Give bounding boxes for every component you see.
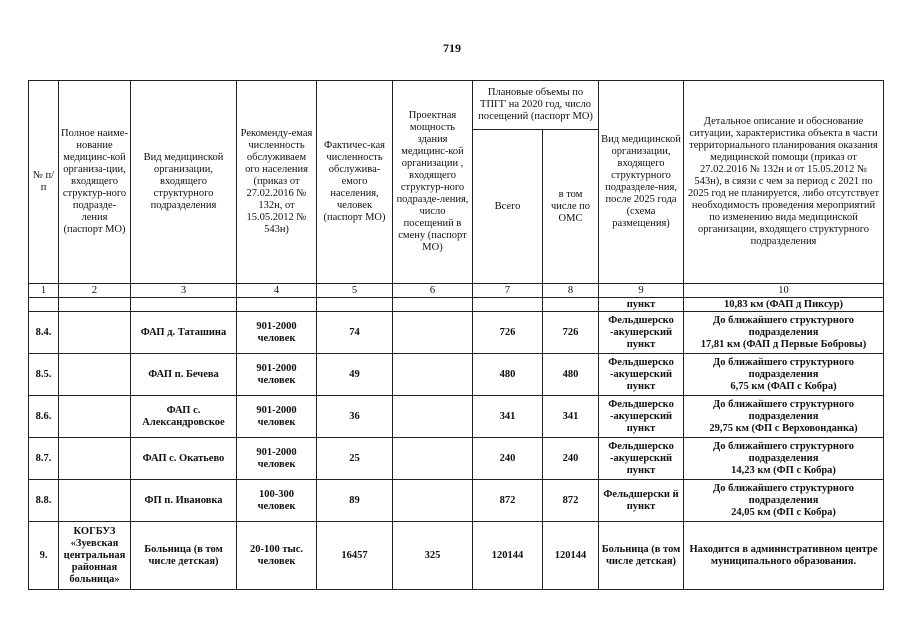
header-planned-volumes: Плановые объемы по ТПГГ на 2020 год, число посещений (паспорт МО) xyxy=(473,81,599,130)
column-number: 4 xyxy=(237,284,317,298)
table-row: 9. КОГБУЗ «Зуевская центральная районная больница» Больница (в том числе детская) 20-100 тыс. человек 16457 325 120144 120144 Больница (в том числе детская) Находится в административном центре муниципального образования. xyxy=(29,522,884,590)
header-recommended: Рекоменду-емая численность обслуживаем ого населения (приказ от 27.02.2016 № 132н, от 15.05.2012 № 543н) xyxy=(237,81,317,284)
header-type-after-2025: Вид медицинской организации, входящего структурного подразделе-ния, после 2025 года (схема размещения) xyxy=(599,81,684,284)
column-number: 5 xyxy=(317,284,393,298)
header-description: Детальное описание и обоснование ситуации, характеристика объекта в части территориального планирования оказания медицинской помощи (приказ от 27.02.2016 № 132н и от 15.05.2012 № 543н), в связи с чем за период с 2021 по 2025 год не планируется, либо отсутствует необходимость проведения мероприятий по изменению вида медицинской организации, входящего структурного подразделения xyxy=(684,81,884,284)
header-org-name: Полное наиме-нование медицинс-кой организа-ции, входящего структур-ного подразде-ления (паспорт МО) xyxy=(59,81,131,284)
carry-over-row xyxy=(29,298,884,312)
facilities-table xyxy=(28,80,884,590)
column-number: 6 xyxy=(393,284,473,298)
carry-description: 10,83 км (ФАП д Пиксур) xyxy=(684,298,884,312)
header-total: Всего xyxy=(473,130,543,284)
carry-type: пункт xyxy=(599,298,684,312)
column-number: 3 xyxy=(131,284,237,298)
table-row: 8.4. ФАП д. Таташина 901-2000 человек 74 726 726 Фельдшерско -акушерский пункт До ближайшего структурного подразделения 17,81 км (ФАП д Первые Бобровы) xyxy=(29,312,884,354)
header-actual: Фактичес-кая численность обслужива-емого населения, человек (паспорт МО) xyxy=(317,81,393,284)
column-number: 8 xyxy=(543,284,599,298)
header-capacity: Проектная мощность здания медицинс-кой организации , входящего структур-ного подразде-ления, число посещений в смену (паспорт МО) xyxy=(393,81,473,284)
header-oms: в том числе по ОМС xyxy=(543,130,599,284)
column-number: 1 xyxy=(29,284,59,298)
page-number: 719 xyxy=(443,41,461,55)
header-num: № п/п xyxy=(29,81,59,284)
column-number: 10 xyxy=(684,284,884,298)
table-row: 8.7. ФАП с. Окатьево 901-2000 человек 25 240 240 Фельдшерско -акушерский пункт До ближайшего структурного подразделения 14,23 км (ФП с Кобра) xyxy=(29,438,884,480)
column-number: 2 xyxy=(59,284,131,298)
header-row xyxy=(29,81,884,130)
column-number: 7 xyxy=(473,284,543,298)
table-row: 8.6. ФАП с. Александровское 901-2000 человек 36 341 341 Фельдшерско -акушерский пункт До ближайшего структурного подразделения 29,75 км (ФП с Верховонданка) xyxy=(29,396,884,438)
table-row: 8.8. ФП п. Ивановка 100-300 человек 89 872 872 Фельдшерски й пункт До ближайшего структурного подразделения 24,05 км (ФП с Кобра) xyxy=(29,480,884,522)
column-number: 9 xyxy=(599,284,684,298)
header-org-type: Вид медицинской организации, входящего структурного подразделения xyxy=(131,81,237,284)
table-row: 8.5. ФАП п. Бечева 901-2000 человек 49 480 480 Фельдшерско -акушерский пункт До ближайшего структурного подразделения 6,75 км (ФАП с Кобра) xyxy=(29,354,884,396)
column-number-row xyxy=(29,284,884,298)
